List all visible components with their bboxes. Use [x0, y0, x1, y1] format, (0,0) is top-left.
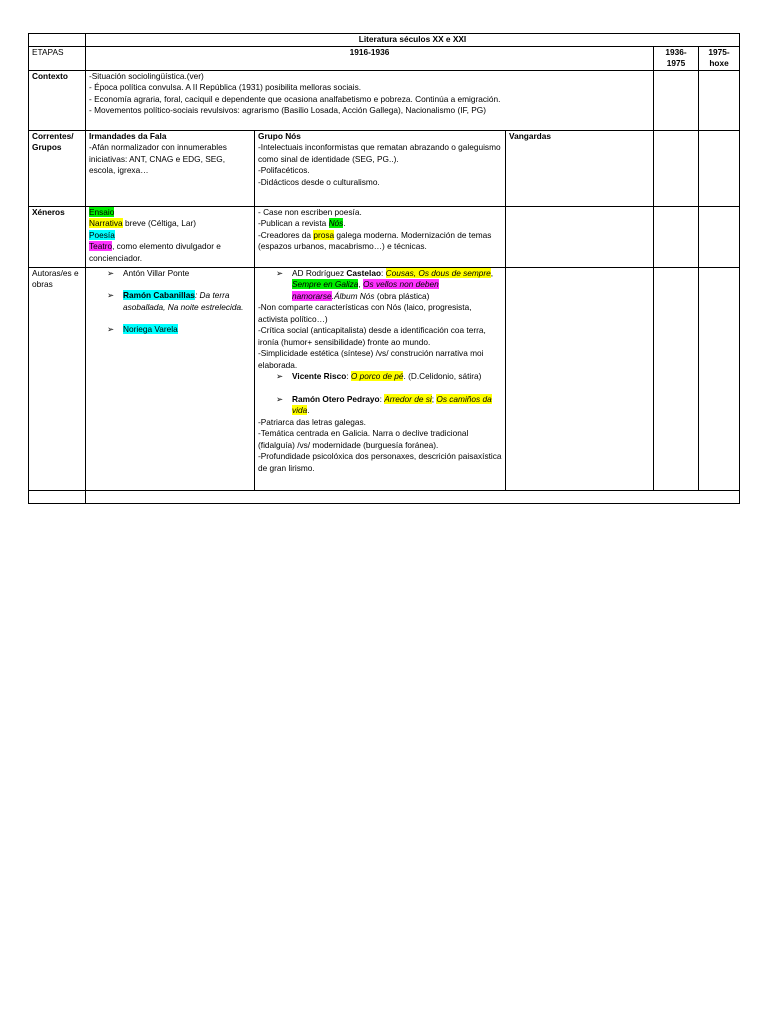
autoras-label: Autoras/es e obras — [29, 267, 86, 490]
xeneros-nos-line: -Creadores da prosa galega moderna. Modernización de temas (espazos urbanos, macabrismo…) e técnicas. — [258, 229, 492, 251]
genre-narrativa: Narrativa — [89, 218, 123, 228]
contexto-line: - Época política convulsa. A II República (1931) posibilita melloras sociais. — [89, 82, 362, 92]
nos-cell — [255, 130, 506, 206]
author-otero: Ramón Otero Pedrayo — [292, 393, 380, 404]
prosa-highlight: prosa — [313, 229, 335, 240]
title-row — [29, 34, 740, 47]
nos-author-line: -Profundidade psicolóxica dos personaxes, descrición paisaxística de gran lirismo. — [258, 451, 502, 473]
arrow-bullet-icon: ➢ — [276, 371, 283, 381]
correntes-label: Correntes/ Grupos — [29, 130, 86, 206]
empty-cell — [699, 267, 740, 490]
genre-poesia: Poesía — [89, 229, 115, 240]
contexto-row — [29, 70, 740, 130]
empty-cell — [699, 206, 740, 267]
teatro-detail: , como elemento divulgador e concienciador. — [89, 241, 221, 263]
genre-ensaio: Ensaio — [89, 206, 115, 217]
castelao-work: Cousas, Os dous de sempre — [385, 267, 491, 278]
period-1975-hoxe: 1975-hoxe — [699, 46, 740, 70]
nos-title: Grupo Nós — [258, 130, 301, 141]
irmandades-title: Irmandades da Fala — [89, 130, 167, 141]
empty-cell — [506, 206, 654, 267]
nos-author-line: -Crítica social (anticapitalista) desde a identificación coa terra, ironía (humor+ sensibilidade) fronte ao mundo. — [258, 325, 486, 347]
narrativa-detail: breve (Céltiga, Lar) — [122, 218, 196, 228]
xeneros-row — [29, 206, 740, 267]
author-cabanillas: Ramón Cabanillas — [123, 290, 195, 300]
xeneros-nos-line: - Case non escriben poesía. — [258, 206, 362, 217]
otero-work: Os camiños da vida — [292, 393, 492, 415]
arrow-bullet-icon: ➢ — [107, 267, 114, 278]
arrow-bullet-icon: ➢ — [107, 290, 114, 300]
empty-cell — [29, 490, 86, 503]
contexto-content — [86, 70, 654, 130]
empty-cell — [699, 70, 740, 130]
autoras-irmandades — [86, 267, 255, 490]
literature-table — [28, 33, 740, 504]
arrow-bullet-icon: ➢ — [276, 267, 283, 278]
irmandades-text: -Afán normalizador con innumerables iniciativas: ANT, CNAG e EDG, SEG, escola, igrexa… — [89, 142, 227, 175]
castelao-work: Sempre en Galiza — [292, 279, 359, 289]
author-item: ➢ Ramón Otero Pedrayo: Arredor de si; Os camiños da vida. — [276, 393, 492, 415]
contexto-line: - Economía agraria, foral, caciquil e dependente que ocasiona analfabetismo e pobreza. Continúa a emigración. — [89, 93, 501, 104]
nos-line: -Didácticos desde o culturalismo. — [258, 176, 380, 187]
contexto-line: -Situación sociolingüística.(ver) — [89, 70, 204, 81]
empty-cell — [654, 70, 699, 130]
author-noriega: Noriega Varela — [123, 324, 178, 334]
cabanillas-works: : Da terra asoballada, Na noite estrelecida. — [123, 290, 244, 312]
nos-author-line: -Non comparte características con Nós (laico, progresista, activista político…) — [258, 302, 472, 324]
xeneros-nos — [255, 206, 506, 267]
castelao-work: Os vellos non deben namorarse — [292, 279, 439, 301]
revista-nos: Nós — [328, 218, 344, 228]
otero-work: Arredor de si — [384, 393, 432, 404]
castelao-work: .Álbum Nós — [331, 290, 375, 301]
etapas-row — [29, 46, 740, 70]
vangardas-cell: Vangardas — [506, 130, 654, 206]
contexto-label: Contexto — [29, 70, 86, 130]
autoras-row — [29, 267, 740, 490]
nos-author-line: -Temática centrada en Galicia. Narra o declive tradicional (fidalguía) /vs/ modernidade (burguesía foránea). — [258, 428, 469, 450]
author-item: ➢ Antón Villar Ponte — [107, 267, 190, 278]
empty-cell — [654, 267, 699, 490]
irmandades-cell — [86, 130, 255, 206]
contexto-line: - Movementos político-sociais revulsivos: agrarismo (Basilio Losada, Acción Gallega), Nacionalismo (IF, PG) — [89, 105, 487, 115]
author-castelao: Castelao — [346, 267, 382, 278]
empty-cell — [654, 130, 699, 206]
empty-cell — [654, 206, 699, 267]
author-item — [89, 290, 251, 313]
empty-cell — [86, 490, 740, 503]
empty-row — [29, 490, 740, 503]
author-item: ➢ AD Rodríguez Castelao: Cousas, Os dous de sempre, Sempre en Galiza, Os vellos non deben namorarse.Álbum Nós (obra plástica) — [276, 267, 494, 301]
table-title: Literatura séculos XX e XXI — [86, 34, 740, 47]
xeneros-label: Xéneros — [29, 206, 86, 267]
nos-author-line: -Simplicidade estética (síntese) /vs/ construción narrativa moi elaborada. — [258, 348, 484, 370]
xeneros-nos-line: -Publican a revista Nós. — [258, 218, 346, 228]
nos-author-line: -Patriarca das letras galegas. — [258, 416, 366, 427]
etapas-label: ETAPAS — [29, 46, 86, 70]
period-1936-1975: 1936-1975 — [654, 46, 699, 70]
author-risco: Vicente Risco — [292, 371, 347, 381]
risco-work: O porco de pé — [350, 371, 404, 381]
author-item: ➢ Vicente Risco: O porco de pé. (D.Celidonio, sátira) — [276, 371, 482, 381]
arrow-bullet-icon: ➢ — [107, 324, 114, 334]
arrow-bullet-icon: ➢ — [276, 393, 283, 404]
xeneros-irmandades — [86, 206, 255, 267]
autoras-nos — [255, 267, 506, 490]
empty-cell — [699, 130, 740, 206]
empty-cell — [506, 267, 654, 490]
author-item — [89, 324, 251, 336]
correntes-row — [29, 130, 740, 206]
nos-line: -Intelectuais inconformistas que rematan abrazando o galeguismo como sinal de identidade (SEG, PG..). — [258, 142, 501, 164]
period-1916-1936: 1916-1936 — [86, 46, 654, 70]
blank-cell — [29, 34, 86, 47]
nos-line: -Polifacéticos. — [258, 165, 310, 175]
genre-teatro: Teatro — [89, 241, 113, 251]
